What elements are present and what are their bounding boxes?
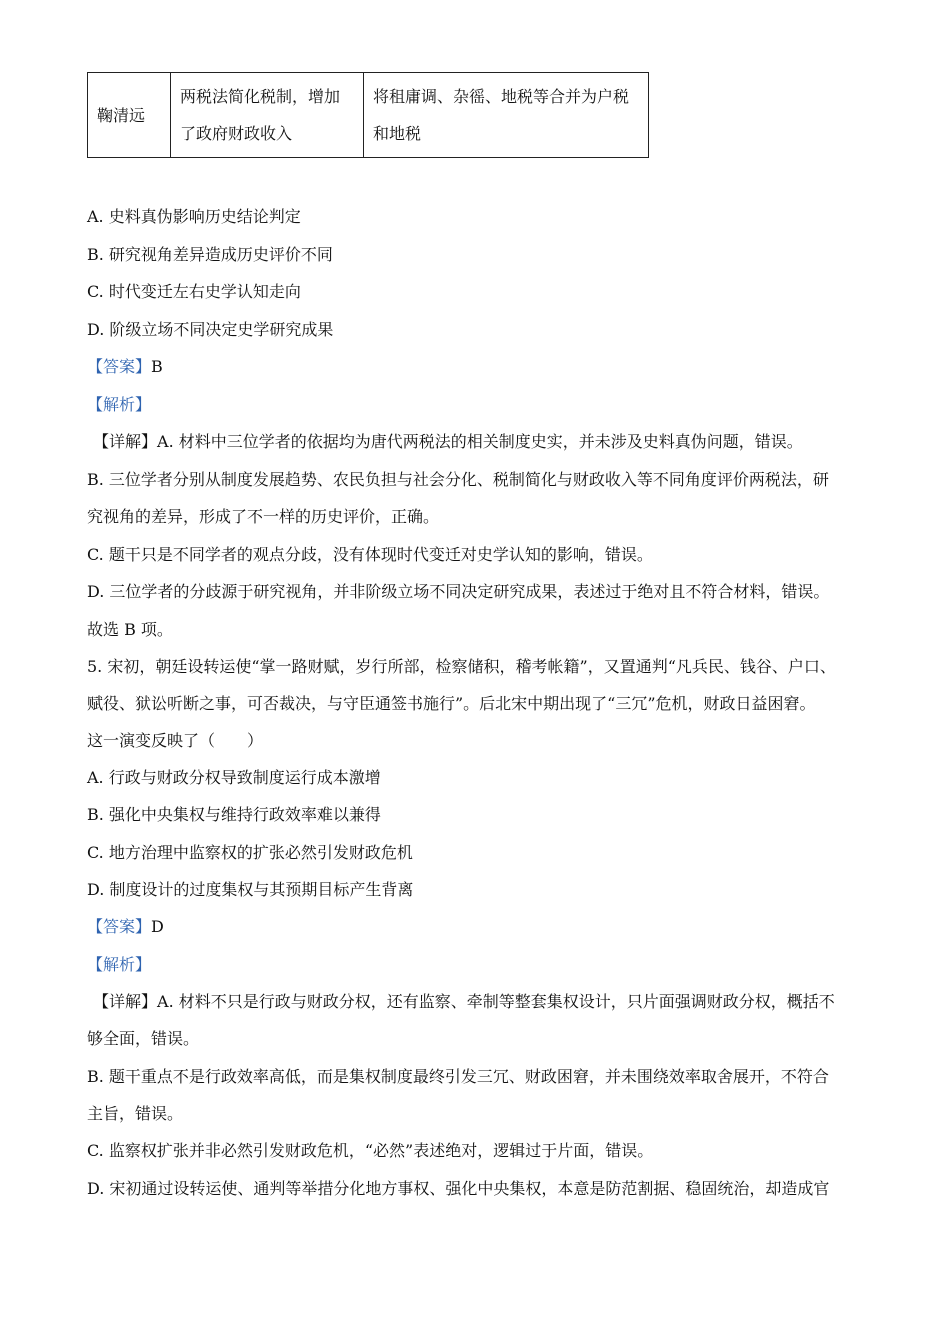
detail-label: 【详解】 bbox=[93, 432, 158, 451]
q5-stem-line-1: 5. 宋初，朝廷设转运使“掌一路财赋，岁行所部，检察储积，稽考帐籍”，又置通判“凡兵民、钱谷、户口、 bbox=[87, 657, 836, 676]
q5-answer bbox=[87, 917, 164, 937]
q5-detail-b: B. 题干重点不是行政效率高低，而是集权制度最终引发三冗、财政困窘，并未围绕效率取舍展开，不符合 bbox=[87, 1067, 829, 1086]
q5-stem-line-3: 这一演变反映了（ ） bbox=[87, 731, 264, 750]
q5-option-a: A. 行政与财政分权导致制度运行成本激增 bbox=[87, 768, 381, 787]
q5-stem-line-2: 赋役、狱讼听断之事，可否裁决，与守臣通签书施行”。后北宋中期出现了“三冗”危机，财政日益困窘。 bbox=[87, 694, 816, 713]
q4-detail-a bbox=[93, 432, 803, 452]
answer-label: 【答案】 bbox=[87, 357, 152, 376]
q4-option-b: B. 研究视角差异造成历史评价不同 bbox=[87, 245, 333, 264]
q5-option-d: D. 制度设计的过度集权与其预期目标产生背离 bbox=[87, 880, 414, 899]
detail-label: 【详解】 bbox=[93, 992, 158, 1011]
q4-analysis-label: 【解析】 bbox=[87, 395, 152, 414]
answer-value: D bbox=[151, 917, 164, 936]
detail-text: A. 材料不只是行政与财政分权，还有监察、牵制等整套集权设计，只片面强调财政分权，概括不 bbox=[157, 992, 835, 1011]
q4-detail-c: C. 题干只是不同学者的观点分歧，没有体现时代变迁对史学认知的影响，错误。 bbox=[87, 545, 653, 564]
q5-detail-a-cont: 够全面，错误。 bbox=[87, 1029, 200, 1048]
q4-option-c: C. 时代变迁左右史学认知走向 bbox=[87, 282, 301, 301]
q5-detail-a bbox=[93, 992, 835, 1012]
q5-option-c: C. 地方治理中监察权的扩张必然引发财政危机 bbox=[87, 843, 413, 862]
answer-label: 【答案】 bbox=[87, 917, 152, 936]
answer-value: B bbox=[151, 357, 163, 376]
basis-cell: 将租庸调、杂徭、地税等合并为户税和地税 bbox=[364, 73, 649, 158]
q4-detail-b-cont: 究视角的差异，形成了不一样的历史评价，正确。 bbox=[87, 507, 440, 526]
scholar-cell: 鞠清远 bbox=[88, 73, 171, 158]
q5-detail-d: D. 宋初通过设转运使、通判等举措分化地方事权、强化中央集权，本意是防范割据、稳固统治，却造成官 bbox=[87, 1179, 830, 1198]
q5-option-b: B. 强化中央集权与维持行政效率难以兼得 bbox=[87, 805, 381, 824]
q4-detail-b: B. 三位学者分别从制度发展趋势、农民负担与社会分化、税制简化与财政收入等不同角度评价两税法，研 bbox=[87, 470, 829, 489]
q4-answer bbox=[87, 357, 163, 377]
q4-option-d: D. 阶级立场不同决定史学研究成果 bbox=[87, 320, 334, 339]
q5-detail-b-cont: 主旨，错误。 bbox=[87, 1104, 184, 1123]
table-row bbox=[88, 73, 649, 158]
q4-option-a: A. 史料真伪影响历史结论判定 bbox=[87, 207, 301, 226]
view-cell: 两税法简化税制，增加了政府财政收入 bbox=[171, 73, 364, 158]
scholar-view-table bbox=[87, 72, 649, 158]
q4-conclusion: 故选 B 项。 bbox=[87, 620, 173, 639]
detail-text: A. 材料中三位学者的依据均为唐代两税法的相关制度史实，并未涉及史料真伪问题，错误。 bbox=[157, 432, 803, 451]
q5-analysis-label: 【解析】 bbox=[87, 955, 152, 974]
q5-detail-c: C. 监察权扩张并非必然引发财政危机，“必然”表述绝对，逻辑过于片面，错误。 bbox=[87, 1141, 654, 1160]
q4-detail-d: D. 三位学者的分歧源于研究视角，并非阶级立场不同决定研究成果，表述过于绝对且不符合材料，错误。 bbox=[87, 582, 830, 601]
